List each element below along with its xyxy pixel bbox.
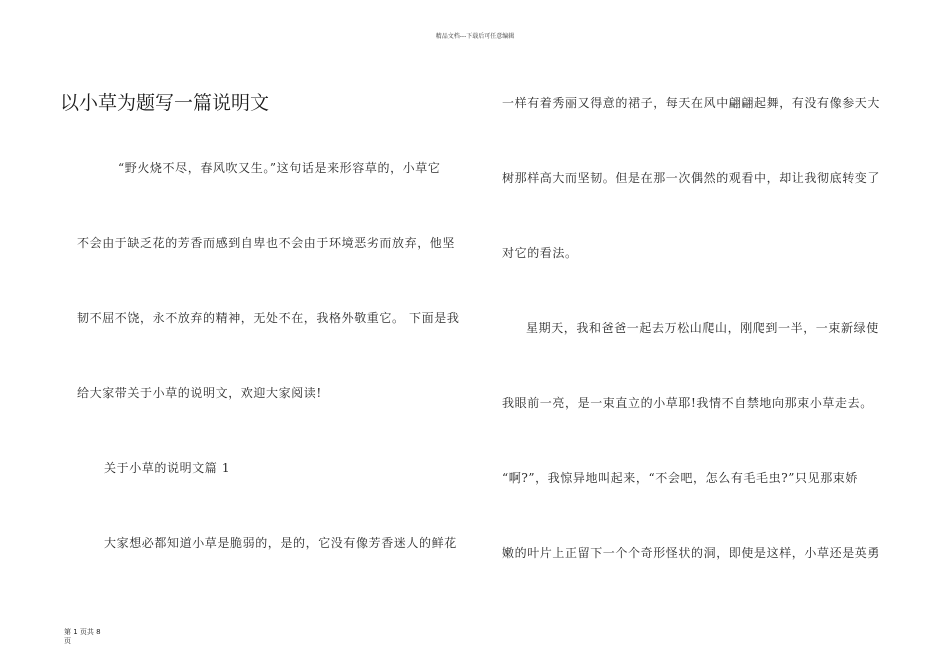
page-footer xyxy=(64,628,101,646)
left-paragraph-line: 韧不屈不饶，永不放弃的精神，无处不在，我格外敬重它。 下面是我 xyxy=(77,311,460,325)
right-paragraph-line: 一样有着秀丽又得意的裙子，每天在风中翩翩起舞，有没有像参天大 xyxy=(502,96,881,110)
page-number-line1: 第 1 页共 8 xyxy=(64,628,101,636)
section-heading: 关于小草的说明文篇 1 xyxy=(104,461,231,475)
right-paragraph-line: 我眼前一亮，是一束直立的小草耶!我情不自禁地向那束小草走去。 xyxy=(502,396,873,410)
document-title: 以小草为题写一篇说明文 xyxy=(60,92,270,114)
left-paragraph-line: “野火烧不尽，春风吹又生。”这句话是来形容草的，小草它 xyxy=(118,161,441,175)
left-paragraph-line: 大家想必都知道小草是脆弱的，是的，它没有像芳香迷人的鲜花 xyxy=(104,536,457,550)
right-paragraph-line: 树那样高大而坚韧。但是在那一次偶然的观看中，却让我彻底转变了 xyxy=(502,171,881,185)
right-paragraph-line: 对它的看法。 xyxy=(502,246,578,260)
header-note: 精品文档---下载后可任意编辑 xyxy=(435,33,515,40)
right-paragraph-line: “啊?”，我惊异地叫起来，“不会吧，怎么有毛毛虫?”只见那束娇 xyxy=(502,471,859,485)
left-paragraph-line: 不会由于缺乏花的芳香而感到自卑也不会由于环境恶劣而放弃，他坚 xyxy=(77,236,456,250)
page-number-line2: 页 xyxy=(64,637,71,645)
left-paragraph-line: 给大家带关于小草的说明文，欢迎大家阅读! xyxy=(77,386,322,400)
right-paragraph-line: 嫩的叶片上正留下一个个奇形怪状的洞，即使是这样，小草还是英勇 xyxy=(502,546,881,560)
right-paragraph-line: 星期天，我和爸爸一起去万松山爬山，刚爬到一半，一束新绿使 xyxy=(526,321,879,335)
